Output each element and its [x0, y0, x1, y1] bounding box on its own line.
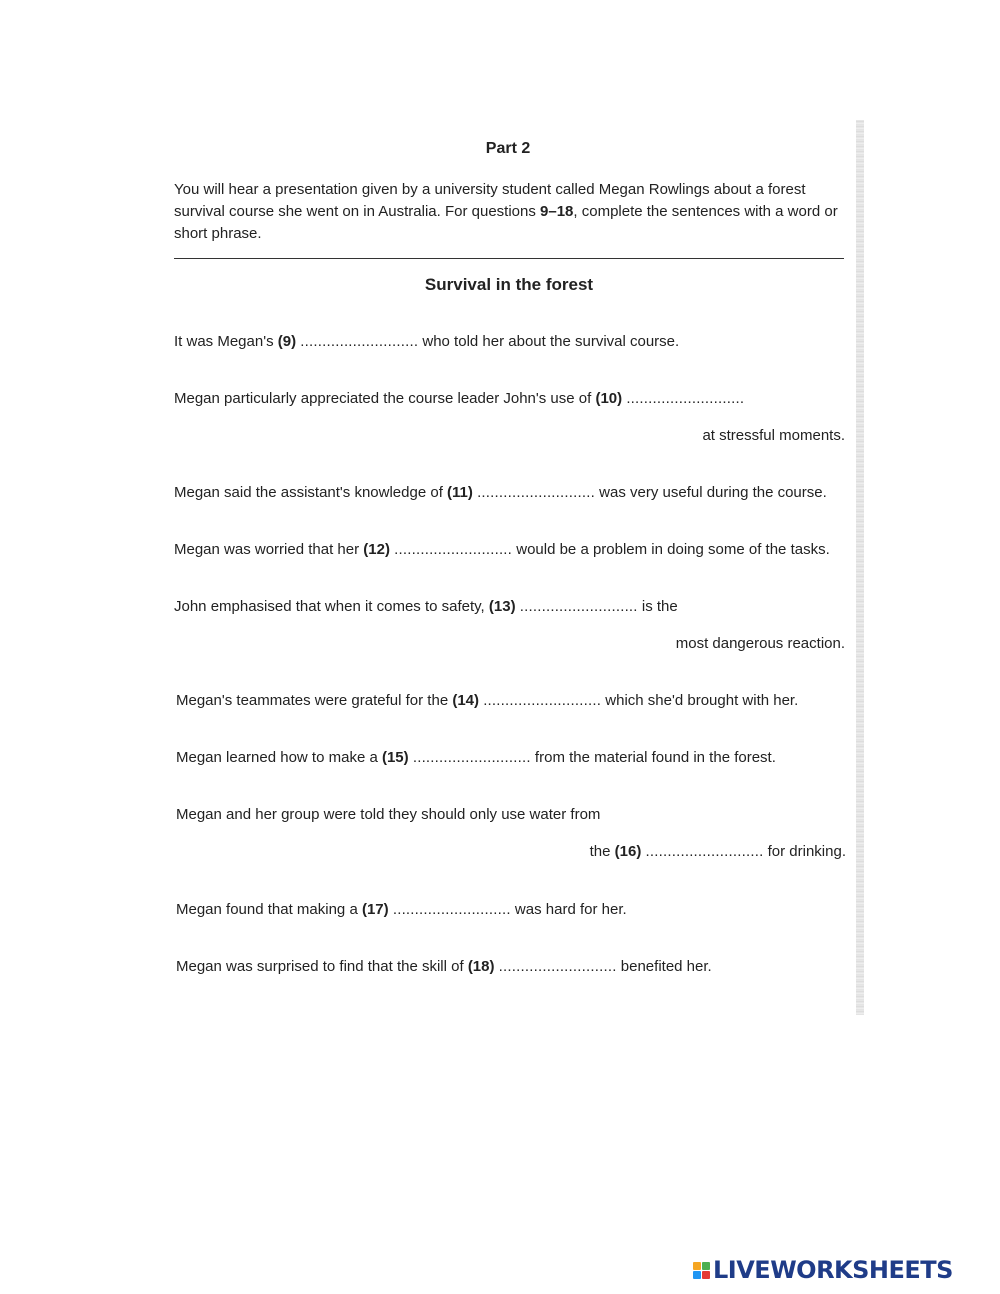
question-text: Megan learned how to make a	[176, 749, 382, 766]
question-text: was very useful during the course.	[595, 484, 827, 501]
question-13-continuation: most dangerous reaction.	[675, 635, 845, 652]
part-title: Part 2	[485, 140, 531, 157]
scanned-page-edge	[856, 120, 864, 1015]
question-text: would be a problem in doing some of the tasks.	[512, 541, 830, 558]
question-number: (18)	[467, 958, 495, 975]
answer-blank[interactable]: ...........................	[498, 958, 617, 975]
question-text: is the	[637, 598, 678, 615]
question-text: was hard for her.	[510, 901, 627, 918]
question-text: for drinking.	[763, 843, 846, 860]
question-16-continuation	[590, 843, 846, 861]
answer-blank[interactable]: ...........................	[645, 843, 764, 860]
question-number: (15)	[381, 749, 409, 766]
question-number: (12)	[363, 541, 390, 558]
question-text: which she'd brought with her.	[601, 692, 799, 709]
question-text: Megan particularly appreciated the course leader John's use of	[174, 390, 596, 407]
question-number: (9)	[277, 333, 297, 350]
question-number: (14)	[452, 692, 480, 709]
question-14	[176, 692, 798, 710]
question-number: (13)	[488, 598, 516, 615]
question-range: 9–18	[540, 203, 574, 220]
question-text: It was Megan's	[174, 333, 278, 350]
question-17	[176, 901, 627, 919]
logo-square-orange	[693, 1262, 701, 1270]
question-text: who told her about the survival course.	[418, 333, 680, 350]
answer-blank[interactable]: ...........................	[626, 390, 745, 407]
question-number: (11)	[447, 484, 473, 501]
question-10-continuation: at stressful moments.	[702, 427, 845, 444]
question-text: benefited her.	[616, 958, 712, 975]
question-text: the	[589, 843, 615, 860]
liveworksheets-logo-icon	[693, 1262, 710, 1279]
question-text: Megan's teammates were grateful for the	[176, 692, 453, 709]
logo-square-green	[702, 1262, 710, 1270]
logo-square-blue	[693, 1271, 701, 1279]
question-text: Megan was surprised to find that the skill of	[176, 958, 468, 975]
instructions-text: You will hear a presentation given by a university student called Megan Rowlings about a forest survival course she went on in Australia. For questions	[174, 181, 806, 220]
divider-line	[174, 258, 844, 259]
question-text: Megan and her group were told they should only use water from	[176, 806, 601, 823]
question-12	[174, 541, 830, 559]
question-15	[176, 749, 776, 767]
instructions-text-end: , complete the sentences with a word or short phrase.	[174, 203, 838, 242]
question-text: Megan found that making a	[176, 901, 362, 918]
answer-blank[interactable]: ...........................	[412, 749, 531, 766]
liveworksheets-logo[interactable]	[693, 1256, 953, 1284]
question-number: (10)	[595, 390, 623, 407]
answer-blank[interactable]: ...........................	[392, 901, 511, 918]
question-9	[174, 333, 679, 351]
question-10	[174, 390, 744, 408]
question-11	[174, 484, 827, 502]
question-text: Megan said the assistant's knowledge of	[174, 484, 448, 501]
logo-text: LIVEWORKSHEETS	[713, 1256, 953, 1284]
question-number: (17)	[361, 901, 389, 918]
answer-blank[interactable]: ...........................	[519, 598, 638, 615]
question-16	[176, 806, 600, 824]
question-text: John emphasised that when it comes to safety,	[174, 598, 489, 615]
instructions-paragraph	[174, 179, 849, 245]
question-number: (16)	[614, 843, 642, 860]
logo-square-red	[702, 1271, 710, 1279]
question-13	[174, 598, 678, 616]
section-title: Survival in the forest	[424, 275, 594, 294]
question-18	[176, 958, 712, 976]
question-text: from the material found in the forest.	[530, 749, 776, 766]
answer-blank[interactable]: ...........................	[300, 333, 419, 350]
question-text: Megan was worried that her	[174, 541, 364, 558]
answer-blank[interactable]: ...........................	[477, 484, 595, 501]
answer-blank[interactable]: ...........................	[394, 541, 513, 558]
answer-blank[interactable]: ...........................	[483, 692, 602, 709]
